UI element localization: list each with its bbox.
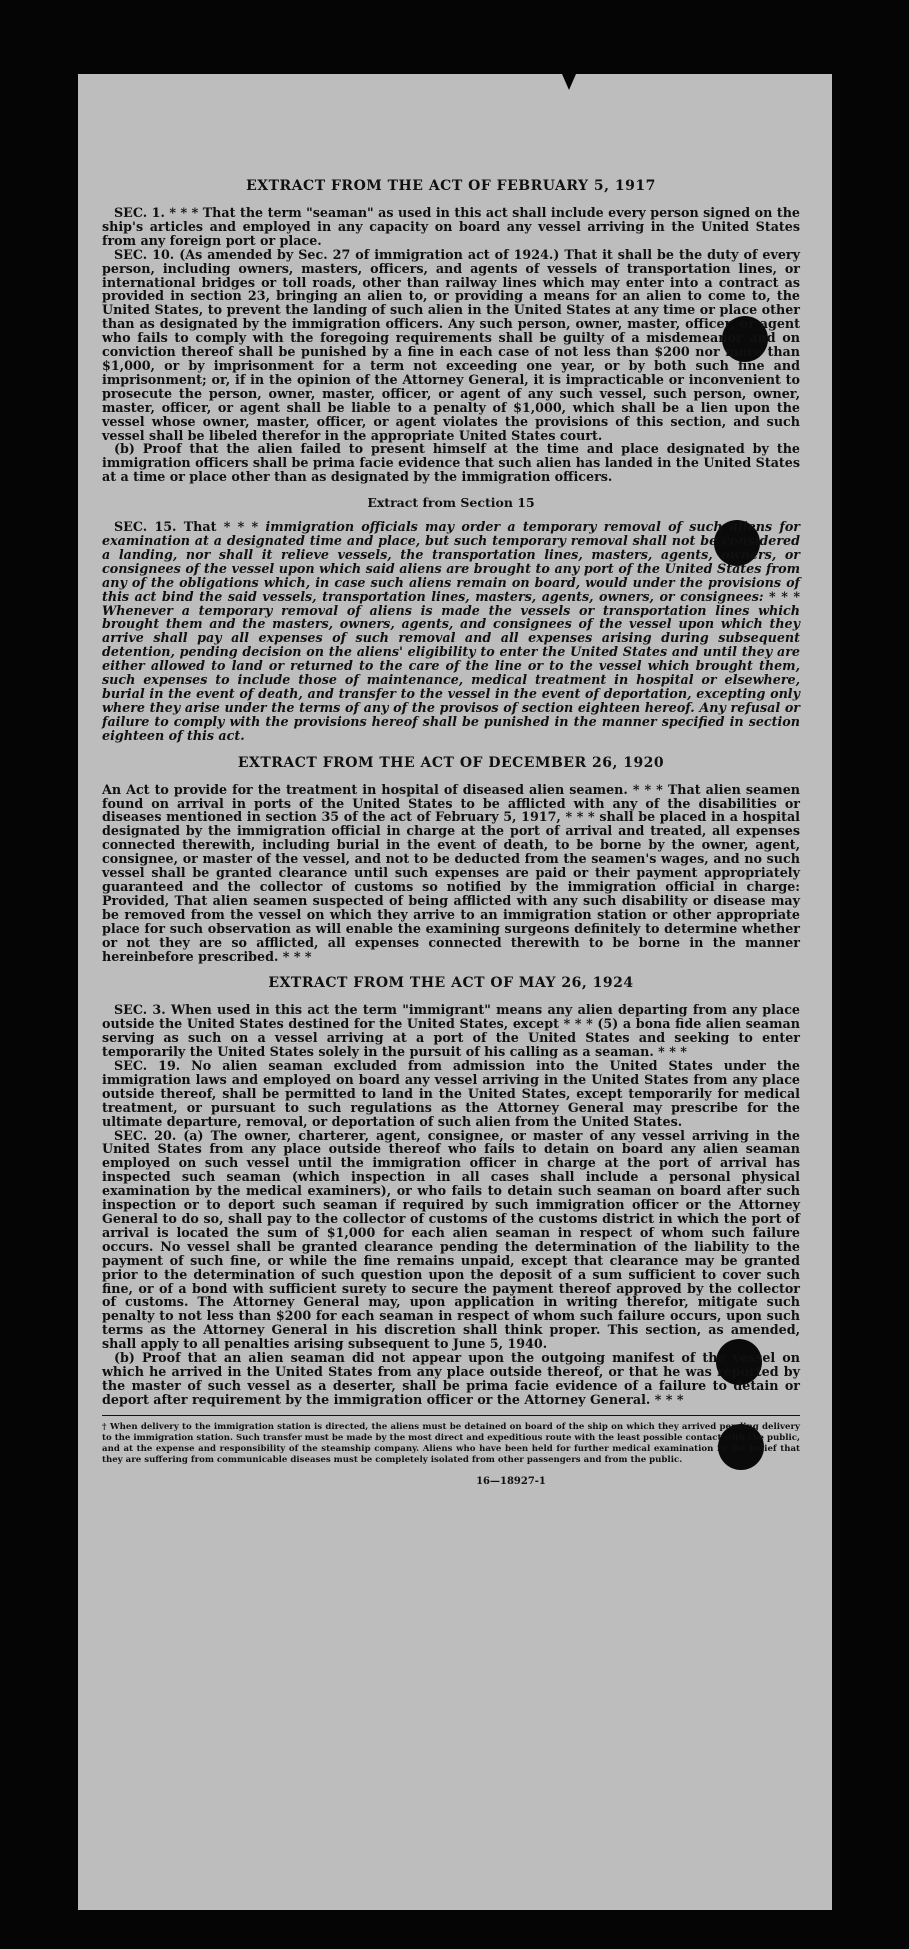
- heading-act-1920: EXTRACT FROM THE ACT OF DECEMBER 26, 1920: [237, 754, 665, 771]
- footnote-divider: [102, 1415, 800, 1416]
- document-body: [102, 178, 800, 1487]
- paragraph-act-1920: An Act to provide for the treatment in hospital of diseased alien seamen. * * * That alien seamen found on arrival in ports of the United States to be afflicted with any of the disabilities or diseases mentioned in section 35 of the act of February 5, 1917, * * * shall be placed in a hospital designated by the immigration official in charge at the port of arrival and treated, all expenses connected therewith, including burial in the event of death, to be borne by the owner, agent, consignee, or master of the vessel, and not to be deducted from the seamen's wages, and no such vessel shall be granted clearance until such expenses are paid or their payment appropriately guaranteed and the collector of customs so notified by the immigration official in charge: Provided, That alien seamen suspected of being afflicted with any such disability or disease may be removed from the vessel on which they arrive to an immigration station or other appropriate place for such observation as will enable the examining surgeons definitely to determine whether or not they are so afflicted, all expenses connected therewith to be borne in the manner hereinbefore prescribed. * * *: [102, 781, 800, 964]
- document-page: [78, 74, 832, 1910]
- paper-notch: [562, 74, 576, 90]
- paragraph-sec-1: SEC. 1. * * * That the term "seaman" as used in this act shall include every person signed on the ship's articles and employed in any capacity on board any vessel arriving in the United States from any foreign port or place.: [102, 205, 800, 248]
- paragraph-sec-10b: (b) Proof that the alien failed to present himself at the time and place designated by the immigration officers shall be prima facie evidence that such alien has landed in the United States at a time or place other than as designated by the immigration officers.: [102, 441, 800, 485]
- footnote: † When delivery to the immigration station is directed, the aliens must be detained on board of the ship on which they arrived pending delivery to the immigration station. Such transfer must be made by the most direct and expeditious route with the least possible contact with the public, and at the expense and responsibility of the steamship company. Aliens who have been held for further medical examination in the belief that they are suffering from communicable diseases must be completely isolated from other passengers and from the public.: [102, 1421, 800, 1465]
- heading-act-1924: EXTRACT FROM THE ACT OF MAY 26, 1924: [268, 975, 634, 992]
- form-number: 16—18927-1: [476, 1475, 546, 1487]
- heading-section-15: Extract from Section 15: [367, 495, 535, 511]
- heading-act-1917: EXTRACT FROM THE ACT OF FEBRUARY 5, 1917: [246, 178, 656, 194]
- paragraph-sec-20a: SEC. 20. (a) The owner, charterer, agent, consignee, or master of any vessel arriving in the United States from any place outside thereof who fails to detain on board any alien seaman employed on such vessel until the immigration officer in charge at the port of arrival has inspected such seaman (which inspection in all cases shall include a personal physical examination by the medical examiners), or who fails to detain such seaman on board after such inspection or to deport such seaman if required by such immigration officer or the Attorney General to do so, shall pay to the collector of customs of the customs district in which the port of arrival is located the sum of $1,000 for each alien seaman in respect of whom such failure occurs. No vessel shall be granted clearance pending the determination of the liability to the payment of such fine, or while the fine remains unpaid, except that clearance may be granted prior to the determination of such question upon the deposit of a sum sufficient to cover such fine, or of a bond with sufficient surety to secure the payment thereof approved by the collector of customs. The Attorney General may, upon application in writing therefor, mitigate such penalty to not less than $200 for each seaman in respect of whom such failure occurs, upon such terms as the Attorney General in his discretion shall think proper. This section, as amended, shall apply to all penalties arising subsequent to June 5, 1940.: [102, 1127, 800, 1352]
- paragraph-sec-3: SEC. 3. When used in this act the term "immigrant" means any alien departing from any place outside the United States destined for the United States, except * * * (5) a bona fide alien seaman serving as such on a vessel arriving at a port of the United States and seeking to enter temporarily the United States solely in the pursuit of his calling as a seaman. * * *: [102, 1002, 800, 1060]
- paragraph-sec-20b: (b) Proof that an alien seaman did not appear upon the outgoing manifest of the vessel on which he arrived in the United States from any place outside thereof, or that he was reported by the master of such vessel as a deserter, shall be prima facie evidence of a failure to detain or deport after requirement by the immigration officer or the Attorney General. * * *: [102, 1350, 800, 1407]
- paragraph-sec-19: SEC. 19. No alien seaman excluded from admission into the United States under the immigration laws and employed on board any vessel arriving in the United States from any place outside thereof, shall be permitted to land in the United States, except temporarily for medical treatment, or pursuant to such regulations as the Attorney General may prescribe for the ultimate departure, removal, or deportation of such alien from the United States.: [102, 1058, 800, 1129]
- paragraph-sec-15: [102, 520, 800, 743]
- sec-15-body: immigration officials may order a temporary removal of such aliens for examination at a designated time and place, but such temporary removal shall not be considered a landing, nor shall it relieve vessels, the transportation lines, masters, agents, owners, or consignees of the vessel upon which said aliens are brought to any port of the United States from any of the obligations which, in case such aliens remain on board, would under the provisions of this act bind the said vessels, transportation lines, masters, agents, owners, or consignees: * * * Whenever a temporary removal of aliens is made the vessels or transportation lines which brought them and the masters, owners, agents, and consignees of the vessel upon which they arrive shall pay all expenses of such removal and all expenses arising during subsequent detention, pending decision on the aliens' eligibility to enter the United States and until they are either allowed to land or returned to the care of the line or to the vessel which brought them, such expenses to include those of maintenance, medical treatment in hospital or elsewhere, burial in the event of death, and transfer to the vessel in the event of deportation, excepting only where they arise under the terms of any of the provisos of section eighteen hereof. Any refusal or failure to comply with the provisions hereof shall be punished in the manner specified in section eighteen of this act.: [102, 519, 800, 743]
- paragraph-sec-10: SEC. 10. (As amended by Sec. 27 of immigration act of 1924.) That it shall be the duty of every person, including owners, masters, officers, and agents of vessels of transportation lines, or international bridges or toll roads, other than railway lines which may enter into a contract as provided in section 23, bringing an alien to, or providing a means for an alien to come to, the United States, to prevent the landing of such alien in the United States at any time or place other than as designated by the immigration officers. Any such person, owner, master, officer, or agent who fails to comply with the foregoing requirements shall be guilty of a misdemeanor and on conviction thereof shall be punished by a fine in each case of not less than $200 nor more than $1,000, or by imprisonment for a term not exceeding one year, or by both such fine and imprisonment; or, if in the opinion of the Attorney General, it is impracticable or inconvenient to prosecute the person, owner, master, officer, or agent of any such vessel, such person, owner, master, officer, or agent shall be liable to a penalty of $1,000, which shall be a lien upon the vessel whose owner, master, officer, or agent violates the provisions of this section, and such vessel shall be libeled therefor in the appropriate United States court.: [102, 246, 800, 443]
- sec-15-lead: SEC. 15. That * * *: [114, 519, 266, 535]
